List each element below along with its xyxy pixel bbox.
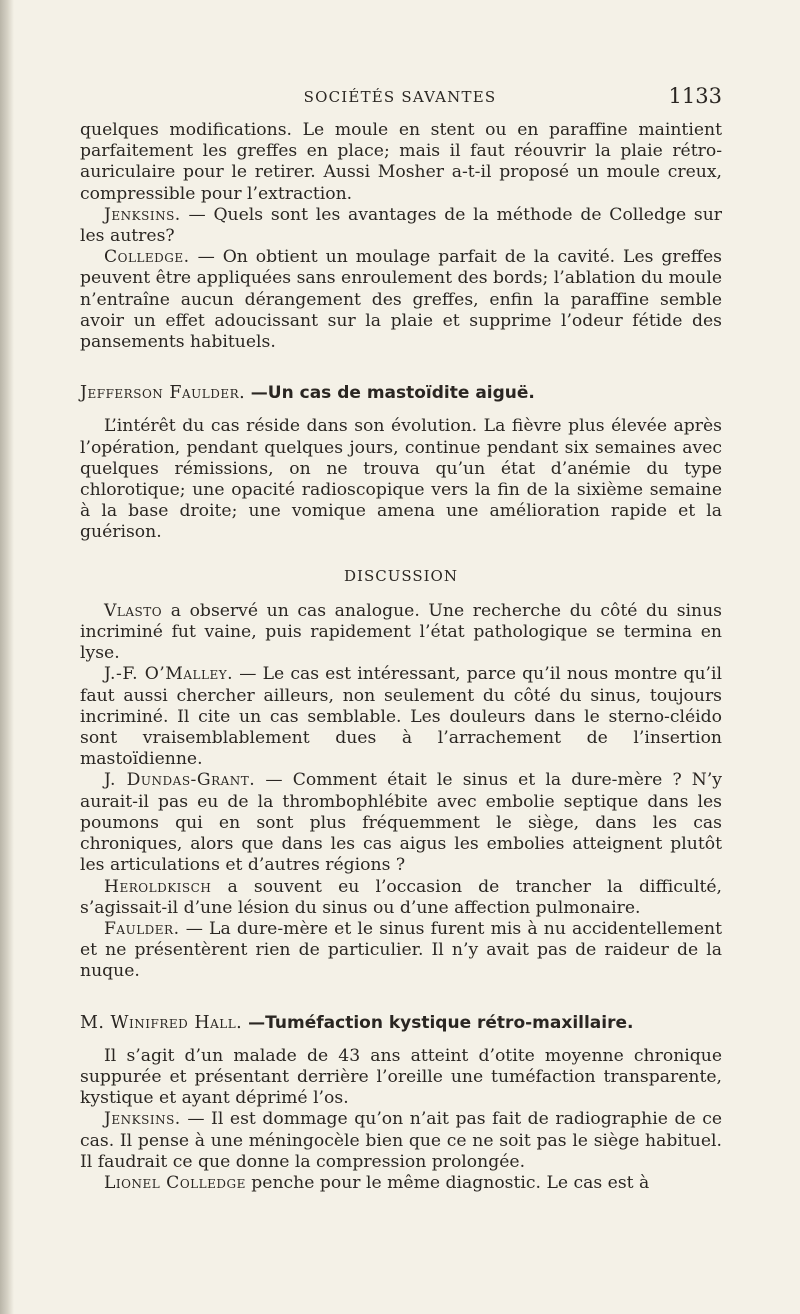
speaker-name: Colledge.	[104, 247, 190, 268]
paragraph-text: penche pour le même diagnostic. Le cas est à	[245, 1172, 650, 1193]
page-body	[80, 120, 722, 1194]
paragraph: quelques modifications. Le moule en stent ou en paraffine maintient parfaitement les greffes en place; mais il faut réouvrir la plaie rétro-auriculaire pour le retirer. Aussi Mosher a-t-il proposé un moule creux, compressible pour l’extraction.	[80, 120, 722, 204]
paragraph	[80, 205, 722, 247]
paragraph-text: — La dure-mère et le sinus furent mis à nu accidentellement et ne présentèrent rien de particulier. Il n’y avait pas de raideur de la nuque.	[80, 918, 722, 982]
paragraph-text: — Comment était le sinus et la dure-mère ? N’y aurait-il pas eu de la thrombophlébite avec embolie septique dans les poumons qui en sont plus fréquemment le siège, dans les cas chroniques, alors que dans les cas aigus les embolies atteignent plutôt les articulations et d’autres régions ?	[80, 770, 722, 876]
page-header	[78, 84, 722, 114]
paragraph	[80, 247, 722, 353]
paragraph-text: a observé un cas analogue. Une recherche du côté du sinus incriminé fut vaine, puis rapidement l’état pathologique se termina en lyse.	[80, 600, 722, 664]
paragraph-text: — Le cas est intéressant, parce qu’il nous montre qu’il faut aussi chercher ailleurs, non seulement du côté du sinus, toujours incriminé. Il cite un cas semblable. Les douleurs dans le sterno-cléido sont vraisemblablement dues à l’arrachement de l’insertion mastoïdienne.	[80, 664, 722, 770]
speaker-name: Faulder.	[104, 918, 180, 939]
paragraph-text: a souvent eu l’occasion de trancher la difficulté, s’agissait-il d’une lésion du sinus ou d’une affection pulmonaire.	[80, 876, 722, 918]
speaker-name: J.-F. O’Malley.	[104, 664, 234, 685]
paragraph	[80, 1173, 722, 1194]
paragraph	[80, 1109, 722, 1173]
page-binding-edge	[0, 0, 14, 1314]
paragraph: Il s’agit d’un malade de 43 ans atteint d’otite moyenne chronique suppurée et présentant derrière l’oreille une tuméfaction transparente, kystique et ayant déprimé l’os.	[80, 1045, 722, 1109]
section-author: Jefferson Faulder.	[80, 383, 246, 404]
speaker-name: J. Dundas-Grant.	[104, 770, 256, 791]
paragraph-text: — Il est dommage qu’on n’ait pas fait de radiographie de ce cas. Il pense à une méningocèle bien que ce ne soit pas le siège habituel. Il faudrait ce que donne la compression prolongée.	[80, 1109, 722, 1172]
speaker-name: Vlasto	[104, 600, 163, 621]
speaker-name: Jenksins.	[104, 1109, 181, 1130]
paragraph	[80, 770, 722, 876]
speaker-name: Heroldkisch	[104, 876, 212, 897]
section-title: —Un cas de mastoïdite aiguë.	[250, 383, 535, 404]
paragraph	[80, 601, 722, 665]
speaker-name: Lionel Colledge	[104, 1172, 246, 1193]
page-number: 1133	[668, 84, 722, 108]
paragraph-text: — Quels sont les avantages de la méthode de Colledge sur les autres?	[80, 204, 722, 247]
paragraph	[80, 664, 722, 770]
paragraph	[80, 919, 722, 983]
discussion-heading: DISCUSSION	[344, 566, 458, 585]
paragraph: L’intérêt du cas réside dans son évolution. La fièvre plus élevée après l’opération, pendant quelques jours, continue pendant six semaines avec quelques rémissions, on ne trouva qu’un état d’anémie du type chlorotique; une opacité radioscopique vers la fin de la sixième semaine à la base droite; une vomique amena une amélioration rapide et la guérison.	[80, 416, 722, 543]
running-title: SOCIÉTÉS SAVANTES	[303, 88, 497, 106]
section-heading	[80, 383, 722, 404]
speaker-name: Jenksins.	[104, 204, 181, 225]
paragraph	[80, 877, 722, 919]
section-author: M. Winifred Hall.	[80, 1012, 243, 1033]
paragraph-text: — On obtient un moulage parfait de la cavité. Les greffes peuvent être appliquées sans enroulement des bords; l’ablation du moule n’entraîne aucun dérangement des greffes, enfin la paraffine semble avoir un effet adoucissant sur la plaie et supprime l’odeur fétide des pansements habituels.	[80, 247, 722, 353]
section-title: —Tuméfaction kystique rétro-maxillaire.	[242, 1012, 634, 1033]
section-heading	[80, 1013, 722, 1034]
